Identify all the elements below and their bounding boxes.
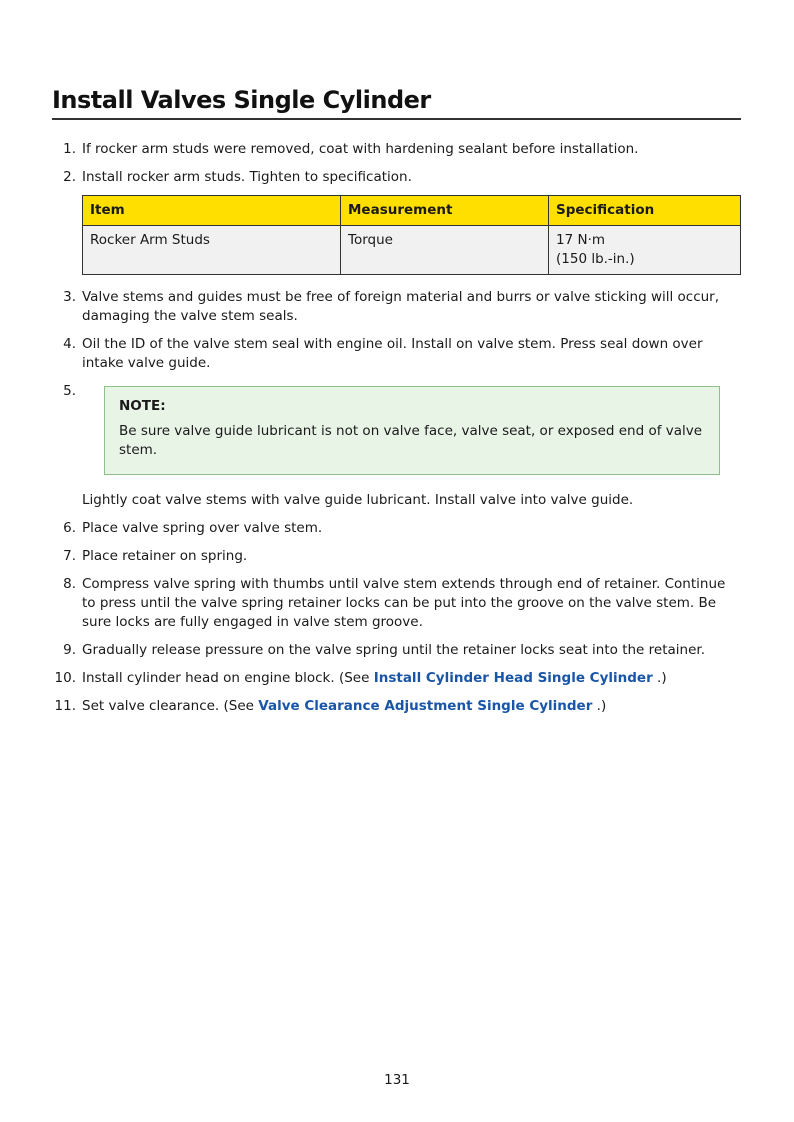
table-header-row bbox=[83, 196, 741, 226]
table-row bbox=[83, 226, 741, 275]
list-item bbox=[52, 641, 742, 660]
step-number: 1. bbox=[63, 141, 76, 157]
column-header-measurement: Measurement bbox=[341, 196, 549, 226]
list-item bbox=[52, 140, 742, 159]
step-text: Oil the ID of the valve stem seal with engine oil. Install on valve stem. Press seal down over intake valve guide. bbox=[82, 336, 703, 371]
cell-specification bbox=[549, 226, 741, 275]
step-text-suffix: .) bbox=[592, 698, 607, 714]
list-item bbox=[52, 335, 742, 373]
step-number: 10. bbox=[54, 670, 76, 686]
cell-item: Rocker Arm Studs bbox=[83, 226, 341, 275]
list-item bbox=[52, 382, 742, 510]
note-text: Be sure valve guide lubricant is not on valve face, valve seat, or exposed end of valve stem. bbox=[119, 423, 703, 458]
page-number: 131 bbox=[384, 1072, 410, 1088]
steps-list bbox=[52, 140, 742, 725]
page-title: Install Valves Single Cylinder bbox=[52, 86, 741, 120]
list-item bbox=[52, 288, 742, 326]
step-text: Place valve spring over valve stem. bbox=[82, 520, 323, 536]
note-title: NOTE: bbox=[119, 398, 166, 414]
step-number: 9. bbox=[63, 642, 76, 658]
step-text: Gradually release pressure on the valve spring until the retainer locks seat into the retainer. bbox=[82, 642, 705, 658]
step-text: Compress valve spring with thumbs until valve stem extends through end of retainer. Continue to press until the valve spring retainer locks can be put into the groove on the valve stem. Be sure locks are fully engaged in valve stem groove. bbox=[82, 576, 726, 630]
list-item bbox=[52, 168, 742, 279]
step-text: Place retainer on spring. bbox=[82, 548, 248, 564]
list-item bbox=[52, 575, 742, 632]
step-number: 7. bbox=[63, 548, 76, 564]
column-header-specification: Specification bbox=[549, 196, 741, 226]
list-item bbox=[52, 697, 742, 716]
step-number: 5. bbox=[63, 383, 76, 399]
specification-table bbox=[82, 195, 741, 275]
step-number: 2. bbox=[63, 169, 76, 185]
step-text-suffix: .) bbox=[652, 670, 667, 686]
step-text: Install cylinder head on engine block. (See bbox=[82, 670, 374, 686]
step-text: Set valve clearance. (See bbox=[82, 698, 259, 714]
install-cylinder-head-link[interactable]: Install Cylinder Head Single Cylinder bbox=[373, 670, 653, 686]
step-number: 6. bbox=[63, 520, 76, 536]
list-item bbox=[52, 519, 742, 538]
spec-value-metric: 17 N·m bbox=[556, 232, 606, 248]
step-number: 3. bbox=[63, 289, 76, 305]
column-header-item: Item bbox=[83, 196, 341, 226]
list-item bbox=[52, 669, 742, 688]
spec-value-imperial: (150 lb.-in.) bbox=[556, 251, 635, 267]
cell-measurement: Torque bbox=[341, 226, 549, 275]
step-text: Lightly coat valve stems with valve guide lubricant. Install valve into valve guide. bbox=[82, 492, 634, 508]
step-number: 11. bbox=[54, 698, 76, 714]
valve-clearance-adjustment-link[interactable]: Valve Clearance Adjustment Single Cylinder bbox=[258, 698, 593, 714]
note-box bbox=[104, 386, 720, 475]
step-number: 8. bbox=[63, 576, 76, 592]
step-text: Valve stems and guides must be free of foreign material and burrs or valve sticking will occur, damaging the valve stem seals. bbox=[82, 289, 720, 324]
step-text: Install rocker arm studs. Tighten to specification. bbox=[82, 169, 412, 185]
list-item bbox=[52, 547, 742, 566]
step-number: 4. bbox=[63, 336, 76, 352]
step-text: If rocker arm studs were removed, coat with hardening sealant before installation. bbox=[82, 141, 639, 157]
